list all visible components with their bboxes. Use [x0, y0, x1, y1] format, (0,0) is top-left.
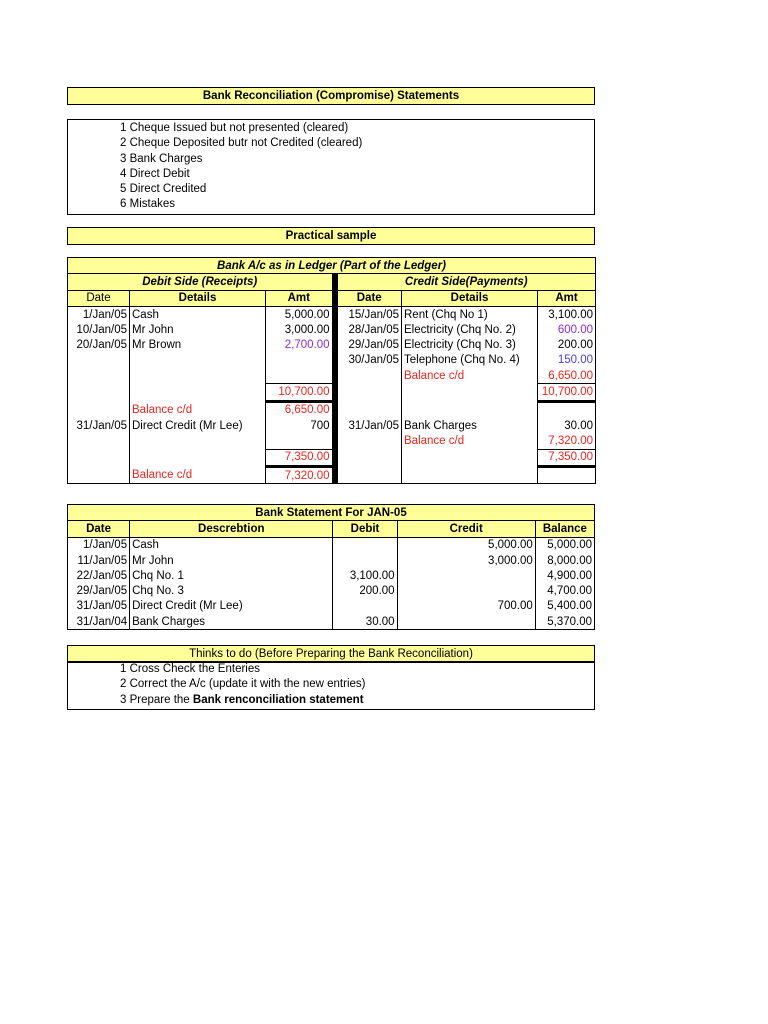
credit-date: 29/Jan/05: [338, 337, 402, 352]
statement-balance: 5,400.00: [547, 600, 592, 613]
debit-date: [68, 368, 130, 384]
item-text: Correct the A/c (update it with the new entries): [129, 678, 366, 691]
table-row: [68, 449, 596, 466]
list-item: [68, 136, 594, 151]
table-row: [68, 368, 596, 384]
credit-amount: 600.00: [557, 323, 594, 336]
col-debit: Debit: [333, 521, 397, 537]
statement-description: Chq No. 1: [130, 568, 333, 583]
debit-date: 10/Jan/05: [68, 322, 130, 337]
debit-details: [130, 449, 266, 466]
credit-amount: [538, 466, 596, 483]
credit-total: 10,700.00: [538, 384, 596, 401]
col-credit: Credit: [397, 521, 535, 537]
statement-description: Cash: [130, 537, 333, 553]
item-number: 6: [120, 198, 127, 211]
statement-date: 29/Jan/05: [68, 583, 130, 598]
item-text: Bank Charges: [129, 152, 203, 165]
table-row: [68, 614, 595, 630]
debit-amount: 3,000.00: [284, 323, 330, 336]
statement-description: Direct Credit (Mr Lee): [130, 599, 333, 614]
item-bold-text: Bank renconciliation statement: [192, 693, 364, 706]
item-text: Cheque Deposited butr not Credited (cleared): [129, 137, 363, 150]
credit-details: [402, 384, 538, 401]
ledger-header-row: [68, 290, 596, 306]
debit-date: [68, 353, 130, 368]
bank-statement-table: [67, 504, 595, 630]
credit-details: Rent (Chq No 1): [402, 306, 538, 322]
debit-amount: 2,700.00: [284, 339, 330, 352]
ledger-side-row: [68, 274, 596, 290]
debit-amount: 5,000.00: [284, 308, 330, 321]
item-number: 3: [120, 693, 127, 706]
debit-details: Mr Brown: [130, 337, 266, 352]
credit-amount: 7,320.00: [548, 434, 594, 447]
debit-details: Balance c/d: [130, 466, 266, 483]
credit-amount: 150.00: [557, 354, 594, 367]
credit-date: 31/Jan/05: [338, 418, 402, 433]
item-text: Direct Debit: [129, 167, 190, 180]
col-details: Details: [402, 290, 538, 306]
credit-details: [402, 449, 538, 466]
credit-date: [338, 384, 402, 401]
statement-title: Bank Statement For JAN-05: [255, 506, 407, 519]
statement-date: 31/Jan/05: [68, 599, 130, 614]
credit-date: 28/Jan/05: [338, 322, 402, 337]
statement-title-row: [68, 505, 595, 521]
list-item: [68, 167, 594, 182]
debit-details: [130, 384, 266, 401]
col-amt: Amt: [287, 292, 310, 305]
table-row: [68, 337, 596, 352]
debit-date: [68, 433, 130, 449]
credit-amount: 30.00: [564, 419, 594, 432]
debit-date: 31/Jan/05: [68, 418, 130, 433]
statement-debit: [333, 537, 397, 553]
col-date: Date: [68, 290, 130, 306]
credit-details: [402, 466, 538, 483]
statement-credit: [397, 568, 535, 583]
item-number: 5: [120, 183, 127, 196]
list-item: [68, 693, 594, 708]
debit-amount: 7,320.00: [266, 466, 332, 483]
page-title-text: Bank Reconciliation (Compromise) Statements: [202, 90, 460, 102]
statement-credit: 5,000.00: [397, 537, 535, 553]
statement-credit: [397, 614, 535, 630]
item-number: 2: [120, 137, 127, 150]
item-text: Prepare the: [129, 693, 193, 706]
list-item: [68, 677, 594, 692]
credit-details: [402, 401, 538, 418]
statement-balance: 4,900.00: [547, 569, 592, 582]
credit-details: Balance c/d: [402, 368, 538, 384]
credit-date: 30/Jan/05: [338, 353, 402, 368]
debit-date: [68, 466, 130, 483]
statement-debit: 200.00: [333, 583, 397, 598]
statement-date: 22/Jan/05: [68, 568, 130, 583]
credit-amount: [538, 401, 596, 418]
list-item: [68, 182, 594, 197]
credit-side-title: Credit Side(Payments): [404, 275, 528, 288]
statement-description: Bank Charges: [130, 614, 333, 630]
table-row: [68, 466, 596, 483]
credit-date: 15/Jan/05: [338, 306, 402, 322]
table-row: [68, 418, 596, 433]
statement-debit: 3,100.00: [333, 568, 397, 583]
debit-amount: 700: [310, 419, 330, 432]
item-text: Mistakes: [129, 198, 175, 211]
credit-amount: 200.00: [557, 339, 594, 352]
col-amt: Amt: [555, 292, 578, 305]
item-number: 1: [120, 122, 127, 134]
reasons-list: [67, 119, 595, 215]
debit-total: 10,700.00: [266, 384, 332, 401]
debit-date: [68, 449, 130, 466]
item-number: 3: [120, 152, 127, 165]
table-row: [68, 306, 596, 322]
table-row: [68, 599, 595, 614]
debit-details: [130, 368, 266, 384]
table-row: [68, 322, 596, 337]
list-item: [68, 662, 594, 677]
statement-balance: 5,370.00: [547, 615, 592, 628]
debit-side-title: Debit Side (Receipts): [142, 275, 258, 288]
credit-details: Electricity (Chq No. 2): [402, 322, 538, 337]
credit-date: [338, 401, 402, 418]
col-balance: Balance: [542, 522, 587, 535]
table-row: [68, 553, 595, 568]
credit-amount: 3,100.00: [548, 308, 594, 321]
col-date: Date: [338, 290, 402, 306]
item-text: Cheque Issued but not presented (cleared): [129, 122, 349, 134]
credit-date: [338, 466, 402, 483]
debit-amount: [266, 433, 332, 449]
debit-details: Balance c/d: [130, 401, 266, 418]
col-date: Date: [68, 521, 130, 537]
item-text: Direct Credited: [129, 183, 207, 196]
statement-credit: 700.00: [397, 599, 535, 614]
debit-date: [68, 401, 130, 418]
todo-title-text: Thinks to do (Before Preparing the Bank Reconciliation): [189, 648, 473, 660]
statement-balance: 4,700.00: [547, 585, 592, 598]
todo-list: [67, 661, 595, 710]
statement-date: 31/Jan/04: [68, 614, 130, 630]
credit-details: Electricity (Chq No. 3): [402, 337, 538, 352]
credit-details: Telephone (Chq No. 4): [402, 353, 538, 368]
debit-date: 20/Jan/05: [68, 337, 130, 352]
debit-amount: [266, 368, 332, 384]
statement-credit: 3,000.00: [397, 553, 535, 568]
col-details: Details: [130, 290, 266, 306]
debit-date: 1/Jan/05: [68, 306, 130, 322]
item-number: 1: [120, 663, 127, 675]
statement-debit: [333, 599, 397, 614]
table-row: [68, 433, 596, 449]
debit-details: Direct Credit (Mr Lee): [130, 418, 266, 433]
statement-date: 1/Jan/05: [68, 537, 130, 553]
credit-details: Bank Charges: [402, 418, 538, 433]
debit-amount: [266, 353, 332, 368]
debit-details: [130, 433, 266, 449]
practical-sample-title: [67, 227, 595, 245]
table-row: [68, 384, 596, 401]
ledger-table: [67, 257, 596, 484]
practical-sample-text: Practical sample: [285, 230, 377, 242]
statement-description: Mr John: [130, 553, 333, 568]
table-row: [68, 353, 596, 368]
credit-date: [338, 368, 402, 384]
list-item: [68, 152, 594, 167]
statement-description: Chq No. 3: [130, 583, 333, 598]
credit-date: [338, 433, 402, 449]
table-row: [68, 568, 595, 583]
statement-debit: 30.00: [333, 614, 397, 630]
item-number: 4: [120, 167, 127, 180]
statement-balance: 5,000.00: [547, 539, 592, 552]
list-item: [68, 121, 594, 136]
debit-details: Cash: [130, 306, 266, 322]
ledger-title: Bank A/c as in Ledger (Part of the Ledger): [217, 259, 446, 272]
debit-total: 7,350.00: [266, 449, 332, 466]
table-row: [68, 401, 596, 418]
credit-date: [338, 449, 402, 466]
statement-debit: [333, 553, 397, 568]
statement-date: 11/Jan/05: [68, 553, 130, 568]
debit-amount: 6,650.00: [266, 401, 332, 418]
credit-total: 7,350.00: [538, 449, 596, 466]
table-row: [68, 583, 595, 598]
statement-credit: [397, 583, 535, 598]
page-title: [67, 87, 595, 105]
statement-balance: 8,000.00: [547, 554, 592, 567]
item-number: 2: [120, 678, 127, 691]
debit-details: [130, 353, 266, 368]
list-item: [68, 197, 594, 212]
ledger-title-row: [68, 258, 596, 274]
col-description: Descrebtion: [130, 521, 333, 537]
debit-date: [68, 384, 130, 401]
table-row: [68, 537, 595, 553]
statement-header-row: [68, 521, 595, 537]
credit-details: Balance c/d: [402, 433, 538, 449]
item-text: Cross Check the Enteries: [129, 663, 260, 675]
credit-amount: 6,650.00: [548, 369, 594, 382]
debit-details: Mr John: [130, 322, 266, 337]
